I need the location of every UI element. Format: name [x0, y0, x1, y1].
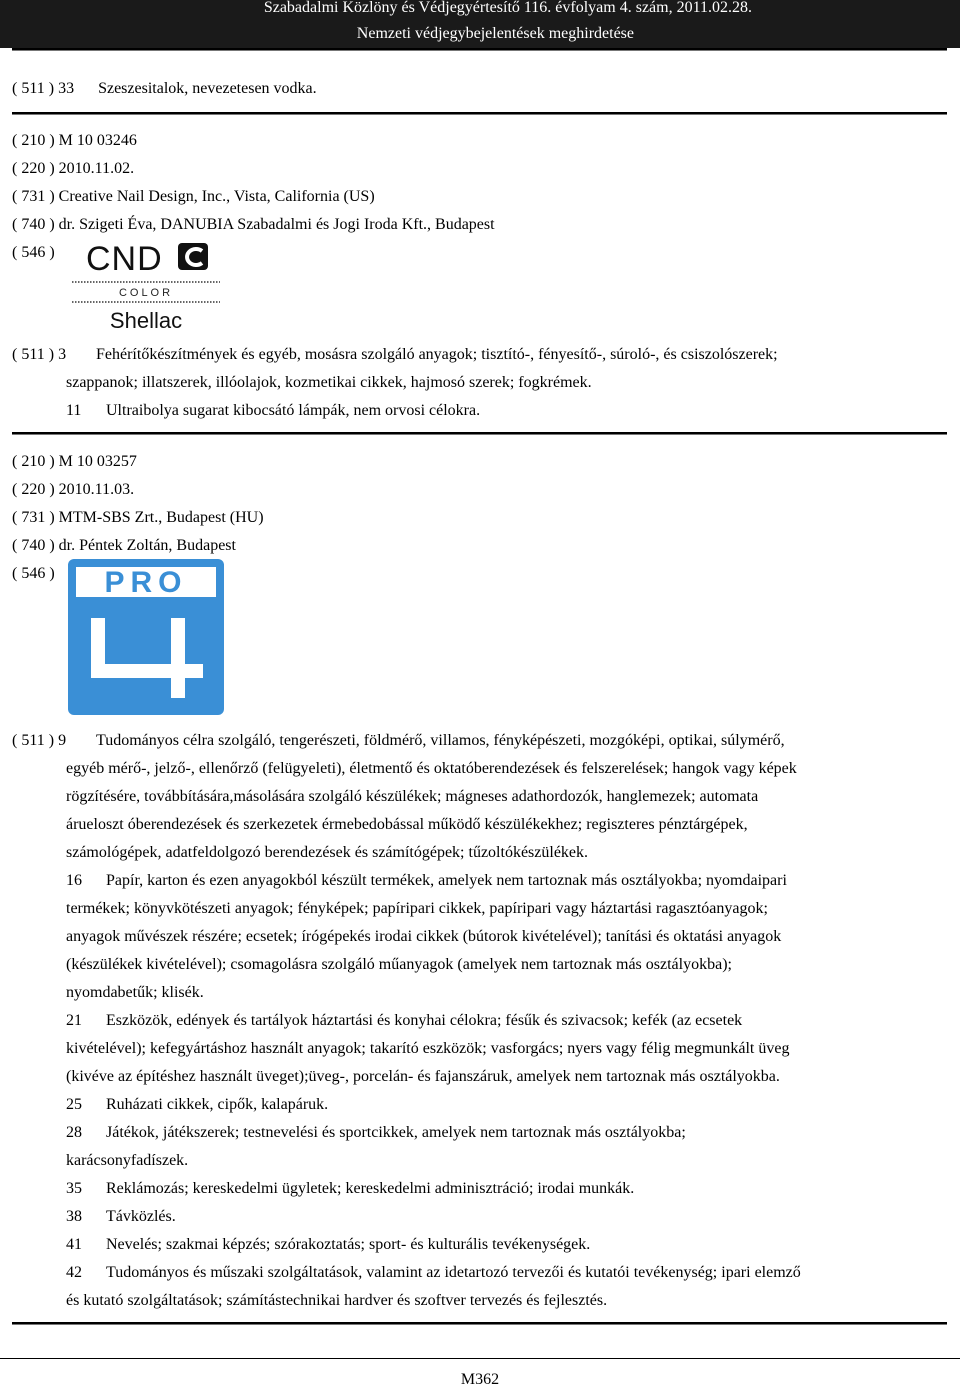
page-header — [0, 0, 960, 48]
entry-separator — [12, 1322, 947, 1325]
class-35-line-1: Reklámozás; kereskedelmi ügyletek; kereskedelmi adminisztráció; irodai munkák. — [106, 1180, 635, 1197]
class-9-line-1: Tudományos célra szolgáló, tengerészeti, földmérő, villamos, fényképészeti, mozgóképi, optikai, súlymérő, — [96, 732, 785, 749]
entry2-210: ( 210 ) M 10 03257 — [12, 453, 137, 470]
entry1-511: ( 511 ) 3 — [12, 346, 67, 363]
entry1-220: ( 220 ) 2010.11.02. — [12, 160, 135, 177]
page-number: M362 — [460, 1371, 500, 1388]
class-num: 35 — [66, 1180, 82, 1197]
class-16-line-5: nyomdabetűk; klisék. — [66, 984, 204, 1001]
class-num: 38 — [66, 1208, 82, 1225]
class-num: 16 — [66, 872, 82, 889]
class-num: 25 — [66, 1096, 82, 1113]
code-511: ( 511 ) 33 — [12, 80, 75, 97]
class-21-line-2: kivételével); kefegyártáshoz használt anyagok; takarító eszközök; vasforgács; nyers vagy félig megmunkált üveg — [66, 1040, 790, 1057]
class-42-line-2: és kutató szolgáltatások; számítástechnikai hardver és szoftver tervezés és fejlesztés. — [66, 1292, 608, 1309]
class-41-line-1: Nevelés; szakmai képzés; szórakoztatás; sport- és kulturális tevékenységek. — [106, 1236, 591, 1253]
pro4-logo — [68, 559, 224, 715]
class-21-line-3: (kivéve az építéshez használt üveget);üveg-, porcelán- és fajanszáruk, amelyek nem tartoznak más osztályokba. — [66, 1068, 780, 1085]
entry0-511 — [12, 79, 317, 99]
entry2-731: ( 731 ) MTM-SBS Zrt., Budapest (HU) — [12, 509, 264, 526]
class-25-line-1: Ruházati cikkek, cipők, kalapáruk. — [106, 1096, 329, 1113]
entry1-731: ( 731 ) Creative Nail Design, Inc., Vista, California (US) — [12, 188, 375, 205]
class-16-line-4: (készülékek kivételével); csomagolásra szolgáló műanyagok (amelyek nem tartoznak más osztályokba); — [66, 956, 732, 973]
class-9-line-2: egyéb mérő-, jelző-, ellenőrző (felügyeleti), életmentő és oktatóberendezések és felszerelések; hangok vagy képek — [66, 760, 797, 777]
class-21-line-1: Eszközök, edények és tartályok háztartási és konyhai célokra; fésűk és szivacsok; kefék (az ecsetek — [106, 1012, 743, 1029]
header-rule — [12, 48, 947, 51]
class-9-line-5: számológépek, adatfeldolgozó berendezések és számítógépek; tűzoltókészülékek. — [66, 844, 589, 861]
class-num: 28 — [66, 1124, 82, 1141]
class-num: 11 — [66, 402, 82, 419]
logo-brand: CND — [86, 240, 163, 278]
class-3-line-2: szappanok; illatszerek, illóolajok, kozmetikai cikkek, hajmosó szerek; fogkrémek. — [66, 374, 592, 391]
class-38-line-1: Távközlés. — [106, 1208, 176, 1225]
entry-separator — [12, 112, 947, 115]
class-3-line-1: Fehérítőkészítmények és egyéb, mosásra szolgáló anyagok; tisztító-, fényesítő-, súroló-, és csiszolószerek; — [96, 346, 778, 363]
class-num: 42 — [66, 1264, 82, 1281]
entry2-740: ( 740 ) dr. Péntek Zoltán, Budapest — [12, 537, 236, 554]
class-9-line-3: rögzítésére, továbbítására,másolására szolgáló készülékek; mágneses adathordozók, hanglemezek; automata — [66, 788, 759, 805]
logo-sub: COLOR — [118, 287, 174, 299]
class-16-line-3: anyagok művészek részére; ecsetek; írógépekés irodai cikkek (bútorok kivételével); tanítási és oktatási anyagok — [66, 928, 782, 945]
cnd-shellac-logo — [66, 238, 226, 334]
entry2-511: ( 511 ) 9 — [12, 732, 67, 749]
logo-word: PRO — [104, 566, 188, 599]
header-publication: Szabadalmi Közlöny és Védjegyértesítő 116. évfolyam 4. szám, 2011.02.28. — [263, 0, 752, 16]
class-num: 21 — [66, 1012, 82, 1029]
class-16-line-1: Papír, karton és ezen anyagokból készült termékek, amelyek nem tartoznak más osztályokba; nyomdaipari — [106, 872, 787, 889]
class-16-line-2: termékek; könyvkötészeti anyagok; fényképek; papíripari cikkek, papíripari vagy háztartási ragasztóanyagok; — [66, 900, 768, 917]
entry-separator — [12, 432, 947, 435]
class-9-line-4: árueloszt óberendezések és szerkezetek érmebedobással működő készülékekhez; regiszteres pénztárgépek, — [66, 816, 748, 833]
entry2-546: ( 546 ) — [12, 565, 55, 582]
class-28-line-1: Játékok, játékszerek; testnevelési és sportcikkek, amelyek nem tartoznak más osztályokba; — [106, 1124, 686, 1141]
class-11-line-1: Ultraibolya sugarat kibocsátó lámpák, nem orvosi célokra. — [106, 402, 481, 419]
entry2-220: ( 220 ) 2010.11.03. — [12, 481, 135, 498]
class-42-line-1: Tudományos és műszaki szolgáltatások, valamint az idetartozó tervezői és kutatói tevékenység; ipari elemző — [106, 1264, 801, 1281]
class-28-line-2: karácsonyfadíszek. — [66, 1152, 189, 1169]
class-text: Szeszesitalok, nevezetesen vodka. — [98, 80, 317, 97]
footer-rule — [0, 1358, 960, 1359]
logo-product: Shellac — [109, 308, 183, 333]
header-section: Nemzeti védjegybejelentések meghirdetése — [356, 25, 634, 42]
entry1-546: ( 546 ) — [12, 244, 55, 261]
entry1-210: ( 210 ) M 10 03246 — [12, 132, 137, 149]
class-num: 41 — [66, 1236, 82, 1253]
entry1-740: ( 740 ) dr. Szigeti Éva, DANUBIA Szabadalmi és Jogi Iroda Kft., Budapest — [12, 216, 495, 233]
